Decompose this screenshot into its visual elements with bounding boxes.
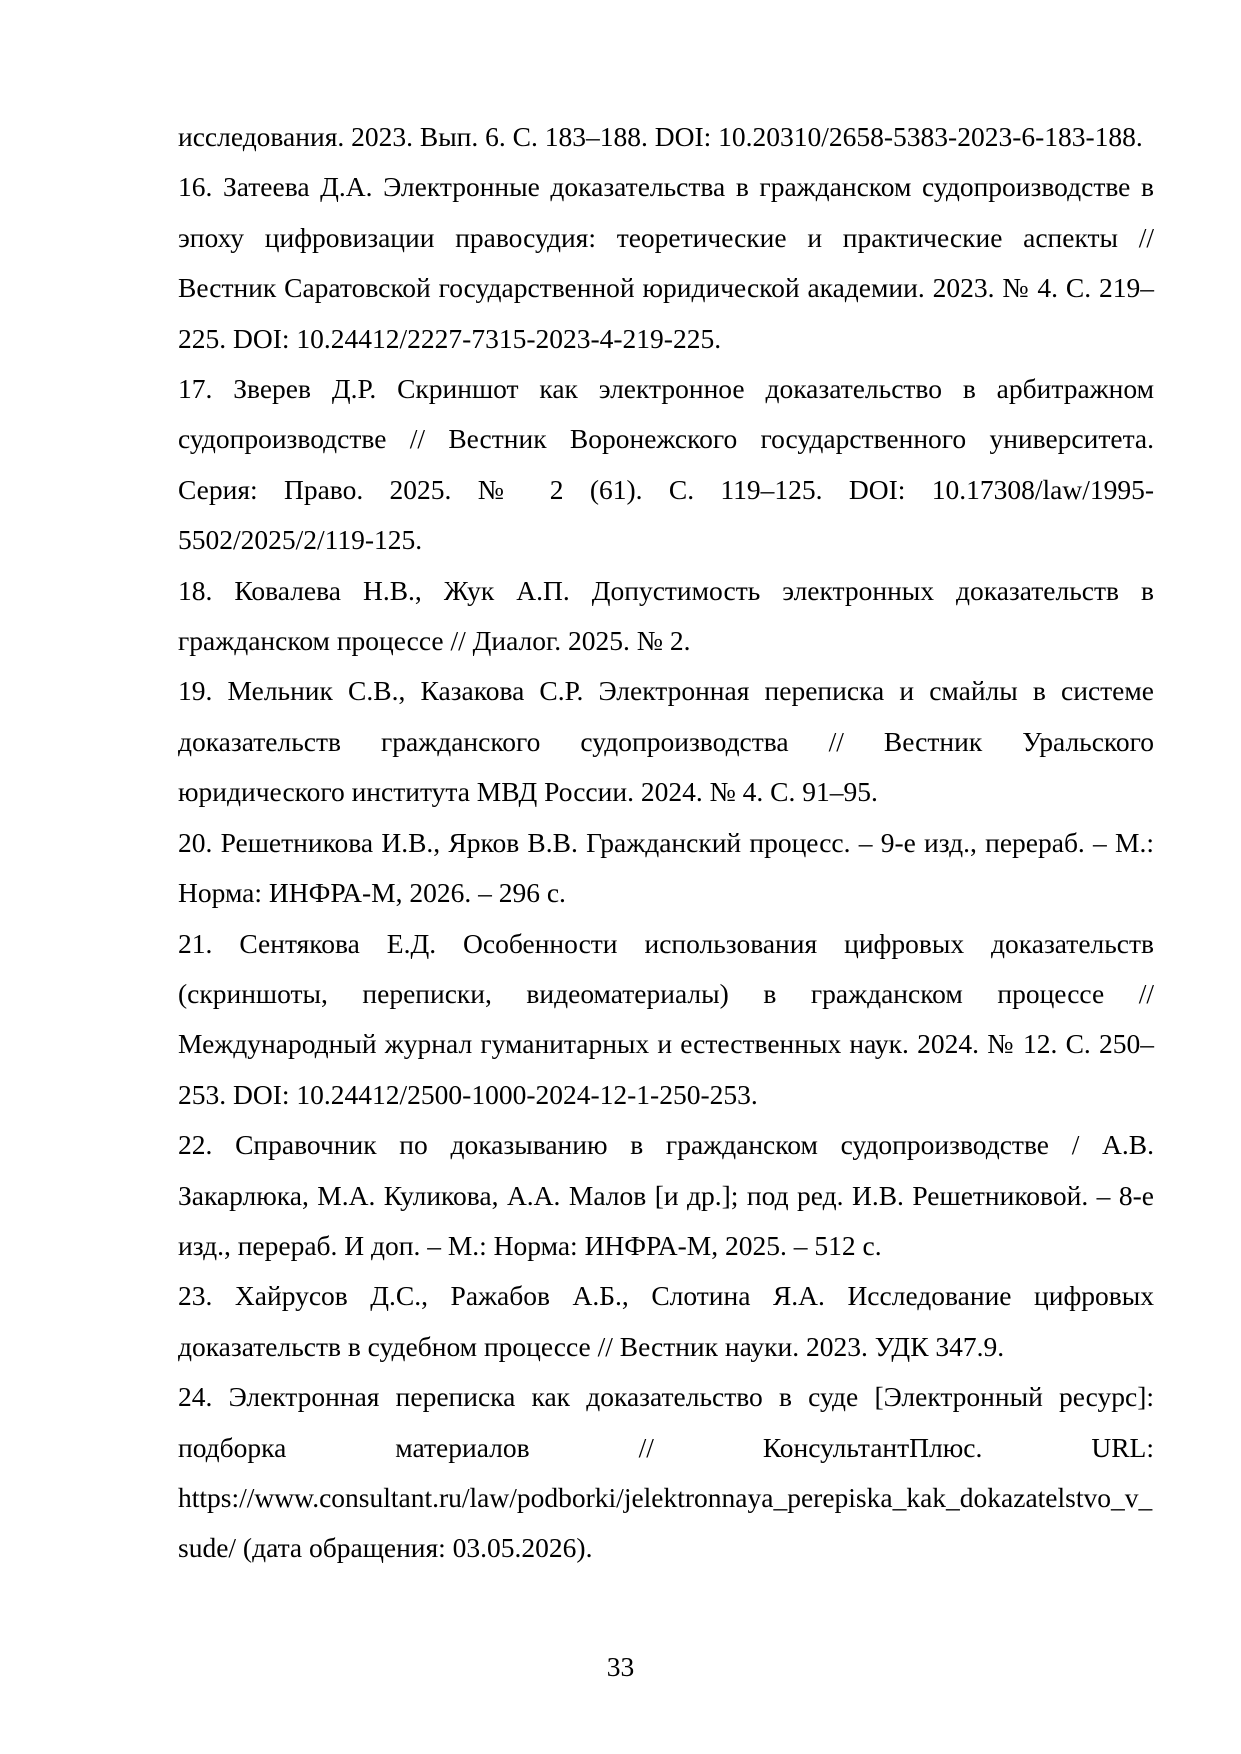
reference-entry-24: 24. Электронная переписка как доказательство в суде [Электронный ресурс]: подборка материалов // КонсультантПлюс. URL: https://www.consultant.ru/law/podborki/jelektronnaya_perepiska_kak_dokazatelstvo_v_sude/ (дата обращения: 03.05.2026). bbox=[178, 1381, 1154, 1564]
reference-entry-17: 17. Зверев Д.Р. Скриншот как электронное доказательство в арбитражном судопроизводстве // Вестник Воронежского государственного университета. Серия: Право. 2025. № 2 (61). С. 119–125. DOI: 10.17308/law/1995-5502/2025/2/119-125. bbox=[178, 373, 1154, 556]
reference-entry-23: 23. Хайрусов Д.С., Ражабов А.Б., Слотина Я.А. Исследование цифровых доказательств в судебном процессе // Вестник науки. 2023. УДК 347.9. bbox=[178, 1280, 1154, 1362]
reference-entry-21: 21. Сентякова Е.Д. Особенности использования цифровых доказательств (скриншоты, переписки, видеоматериалы) в гражданском процессе // Международный журнал гуманитарных и естественных наук. 2024. № 12. С. 250–253. DOI: 10.24412/2500-1000-2024-12-1-250-253. bbox=[178, 927, 1154, 1110]
reference-entry-19: 19. Мельник С.В., Казакова С.Р. Электронная переписка и смайлы в системе доказательств гражданского судопроизводства // Вестник Уральского юридического института МВД России. 2024. № 4. С. 91–95. bbox=[178, 675, 1154, 808]
reference-entry-15-continuation: исследования. 2023. Вып. 6. С. 183–188. DOI: 10.20310/2658-5383-2023-6-183-188. bbox=[178, 121, 1143, 152]
reference-entry-16: 16. Затеева Д.А. Электронные доказательства в гражданском судопроизводстве в эпоху цифровизации правосудия: теоретические и практические аспекты // Вестник Саратовской государственной юридической академии. 2023. № 4. С. 219–225. DOI: 10.24412/2227-7315-2023-4-219-225. bbox=[178, 171, 1154, 354]
reference-entry-22: 22. Справочник по доказыванию в гражданском судопроизводстве / А.В. Закарлюка, М.А. Куликова, А.А. Малов [и др.]; под ред. И.В. Решетниковой. – 8-е изд., перераб. И доп. – М.: Норма: ИНФРА-М, 2025. – 512 с. bbox=[178, 1129, 1154, 1261]
reference-entry-18: 18. Ковалева Н.В., Жук А.П. Допустимость электронных доказательств в гражданском процессе // Диалог. 2025. № 2. bbox=[178, 574, 1154, 657]
reference-list bbox=[178, 112, 1154, 1574]
page-number: 33 bbox=[606, 1651, 635, 1682]
reference-entry-20: 20. Решетникова И.В., Ярков В.В. Гражданский процесс. – 9-е изд., перераб. – М.: Норма: ИНФРА-М, 2026. – 296 с. bbox=[178, 826, 1154, 909]
